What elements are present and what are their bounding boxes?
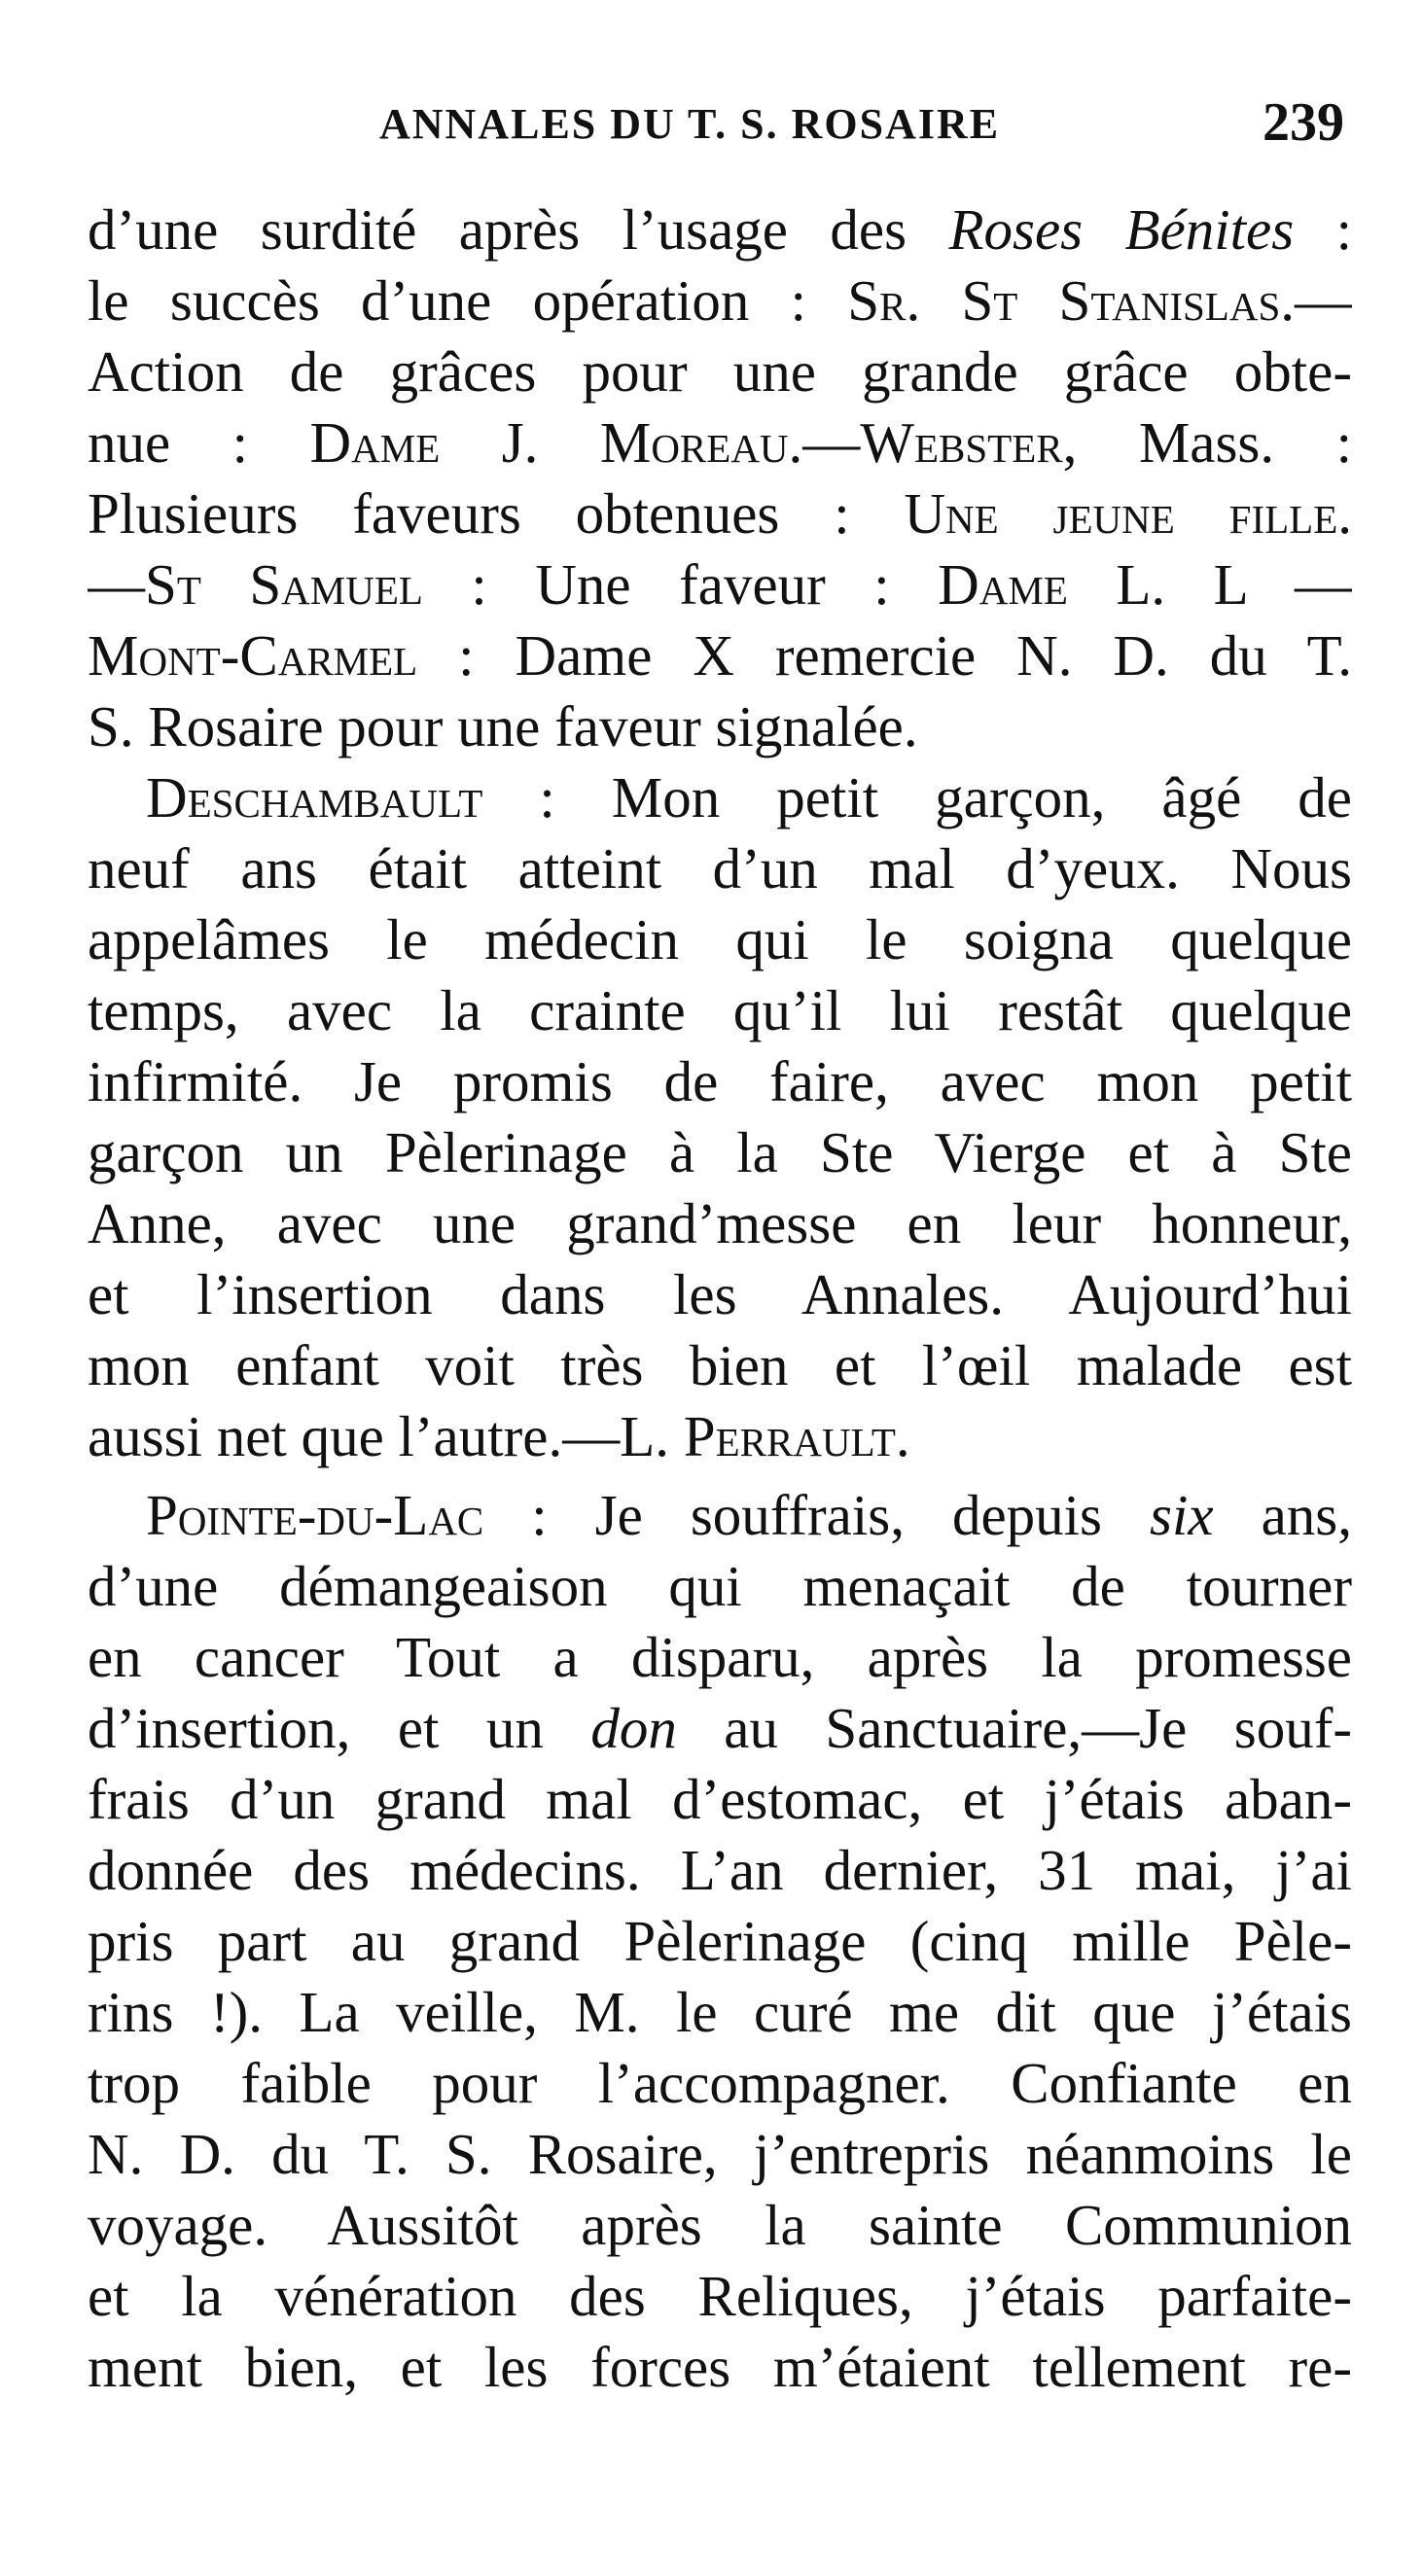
text-line — [88, 1835, 1352, 1906]
text-run: infirmité. Je promis de faire, avec mon petit — [88, 1049, 1352, 1113]
text-run: en cancer Tout a disparu, après la promesse — [88, 1625, 1352, 1689]
text-run: : — [1294, 197, 1352, 262]
text-run: six — [1150, 1483, 1214, 1547]
text-line — [88, 194, 1352, 265]
text-run: mon enfant voit très bien et l’œil malade est — [88, 1333, 1352, 1397]
text-run: d’une démangeaison qui menaçait de tourner — [88, 1554, 1352, 1618]
text-line — [88, 1401, 1352, 1472]
text-line — [88, 1046, 1352, 1117]
text-run: donnée des médecins. L’an dernier, 31 mai, j’ai — [88, 1838, 1352, 1902]
text-line — [88, 265, 1352, 336]
text-run: St Samuel — [145, 552, 423, 617]
text-line — [88, 904, 1352, 975]
text-run: Dame J. Moreau.—Webster, — [309, 410, 1078, 475]
text-line — [88, 1480, 1352, 1551]
text-line — [88, 2190, 1352, 2261]
text-line — [88, 2261, 1352, 2332]
text-line — [88, 1977, 1352, 2048]
text-run: Action de grâces pour une grande grâce obte- — [88, 339, 1352, 404]
text-line — [88, 407, 1352, 478]
text-run: N. D. du T. S. Rosaire, j’entrepris néanmoins le — [88, 2122, 1352, 2186]
text-run: Anne, avec une grand’messe en leur honneur, — [88, 1191, 1352, 1255]
text-line — [88, 1551, 1352, 1622]
text-line — [88, 1906, 1352, 1977]
text-run: pris part au grand Pèlerinage (cinq mille Pèle- — [88, 1909, 1352, 1973]
text-line — [88, 1693, 1352, 1764]
text-line — [88, 1188, 1352, 1259]
text-line — [88, 478, 1352, 549]
text-line — [88, 691, 1352, 762]
text-run: trop faible pour l’accompagner. Confiante en — [88, 2051, 1352, 2115]
page-number: 239 — [1263, 92, 1344, 153]
text-run: : Dame X remercie N. D. du T. — [417, 623, 1352, 688]
text-run: : Je souffrais, depuis — [483, 1483, 1151, 1547]
text-run: nue : — [88, 410, 310, 475]
running-title: ANNALES DU T. S. ROSAIRE — [379, 100, 1001, 148]
text-run: : Mon petit garçon, âgé de — [482, 765, 1352, 829]
text-run: Pointe-du-Lac — [146, 1483, 484, 1547]
text-run: Plusieurs faveurs obtenues : — [88, 481, 905, 546]
text-run: S. Rosaire pour une faveur signalée. — [88, 694, 918, 759]
text-line — [88, 762, 1352, 833]
text-run: : Une faveur : — [422, 552, 939, 617]
text-run: temps, avec la crainte qu’il lui restât quelque — [88, 978, 1352, 1042]
text-line — [88, 1259, 1352, 1330]
text-run: et l’insertion dans les Annales. Aujourd’hui — [88, 1262, 1352, 1326]
text-run: voyage. Aussitôt après la sainte Communion — [88, 2193, 1352, 2257]
text-run: don — [590, 1696, 677, 1760]
text-line — [88, 833, 1352, 904]
text-line — [88, 620, 1352, 691]
text-run: d’une surdité après l’usage des — [88, 197, 949, 262]
text-run: appelâmes le médecin qui le soigna quelque — [88, 907, 1352, 971]
text-run: aussi net que l’autre.— — [88, 1404, 621, 1468]
text-line — [88, 1117, 1352, 1188]
text-run: frais d’un grand mal d’estomac, et j’étais aban- — [88, 1767, 1352, 1831]
text-run: le succès d’une opération : — [88, 268, 848, 333]
text-run: — — [88, 552, 145, 617]
text-run: ans, — [1213, 1483, 1352, 1547]
text-run: Deschambault — [146, 765, 483, 829]
text-run: neuf ans était atteint d’un mal d’yeux. Nous — [88, 836, 1352, 900]
text-line — [88, 549, 1352, 620]
text-run: Dame L. L — — [938, 552, 1352, 617]
text-run: Mass. : — [1077, 410, 1352, 475]
text-run: d’insertion, et un — [88, 1696, 591, 1760]
text-run: rins !). La veille, M. le curé me dit que j’étais — [88, 1980, 1352, 2044]
text-line — [88, 336, 1352, 407]
text-run: garçon un Pèlerinage à la Ste Vierge et à Ste — [88, 1120, 1352, 1184]
text-line — [88, 2119, 1352, 2190]
text-line — [88, 2048, 1352, 2119]
text-run: au Sanctuaire,—Je souf- — [676, 1696, 1352, 1760]
text-run: Mont-Carmel — [88, 623, 418, 688]
text-run: et la vénération des Reliques, j’étais parfaite- — [88, 2264, 1352, 2328]
body-text — [88, 194, 1352, 2403]
text-run: L. Perrault. — [620, 1404, 910, 1468]
text-line — [88, 2332, 1352, 2403]
text-line — [88, 1330, 1352, 1401]
text-line — [88, 1764, 1352, 1835]
text-run: Sr. St Stanislas.— — [847, 268, 1352, 333]
text-run: Une jeune fille. — [904, 481, 1352, 546]
text-line — [88, 1622, 1352, 1693]
text-line — [88, 975, 1352, 1046]
page-header — [88, 89, 1352, 158]
text-run: Roses Bénites — [948, 197, 1295, 262]
text-run: ment bien, et les forces m’étaient tellement re- — [88, 2335, 1352, 2399]
